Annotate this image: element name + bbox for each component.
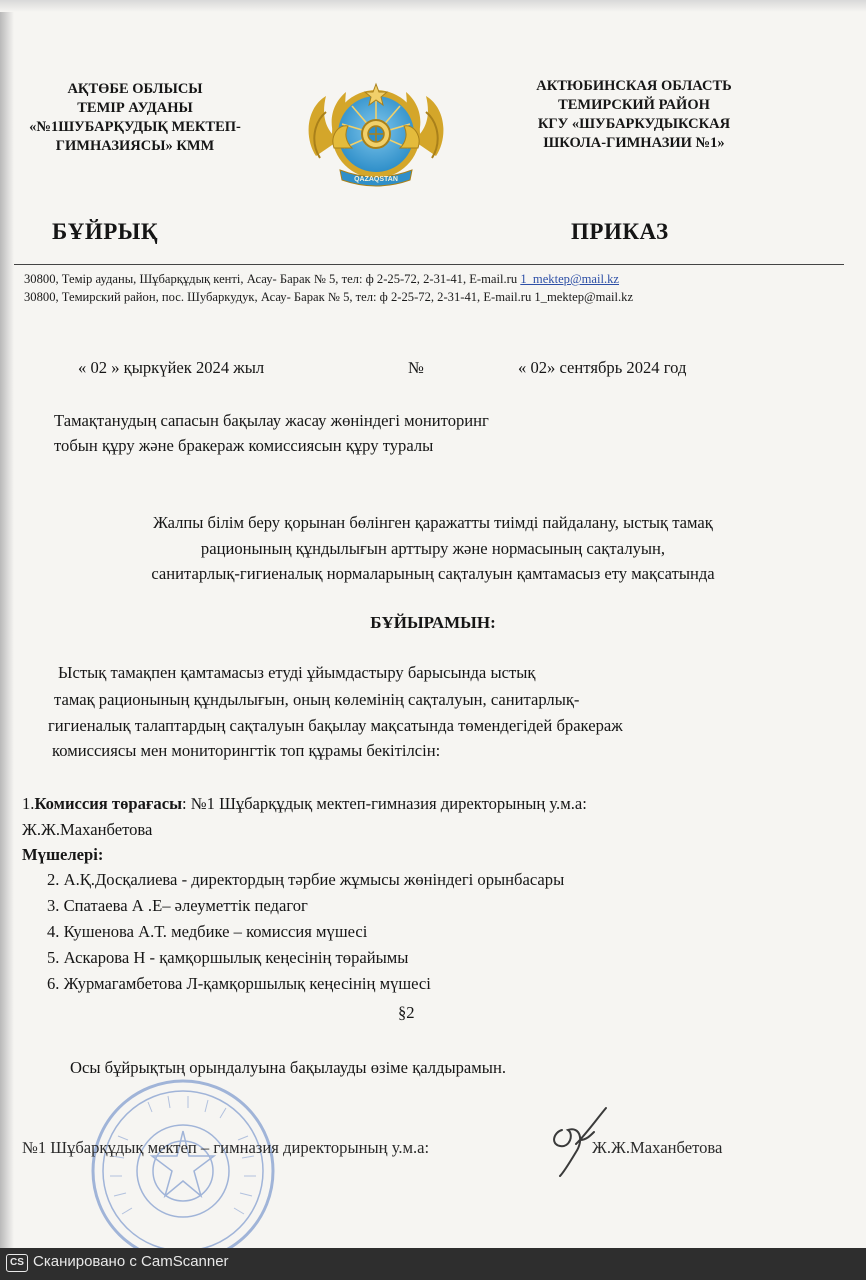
camscanner-caption: Сканировано с CamScanner <box>33 1253 229 1270</box>
camscanner-logo-icon: CS <box>6 1254 28 1272</box>
chair-name: Ж.Ж.Маханбетова <box>22 820 153 839</box>
signature-position: №1 Шұбарқұдық мектеп – гимназия директорының у.м.а: <box>22 1138 430 1157</box>
members-label: Мүшелері: <box>22 845 104 864</box>
address-kazakh-text: 30800, Темір ауданы, Шұбарқұдық кенті, Асау- Барак № 5, тел: ф 2-25-72, 2-31-41, E-mail.ru <box>24 272 521 286</box>
header-russian-line: ТЕМИРСКИЙ РАЙОН <box>558 97 710 113</box>
state-emblem-icon <box>296 78 456 194</box>
preamble-line: рационының құндылығын арттыру және нормасының сақталуын, <box>200 539 666 558</box>
emblem-banner-text: QAZAQSTAN <box>354 176 398 183</box>
preamble-line: санитарлық-гигиеналық нормаларының сақталуын қамтамасыз ету мақсатында <box>151 564 715 583</box>
order-text-line: гигиеналық талаптардың сақталуын бақылау мақсатында төмендегідей бракераж <box>48 716 623 735</box>
chair-label: Комиссия төрағасы <box>34 794 183 813</box>
round-stamp-icon <box>88 1076 278 1266</box>
member-item: 2. А.Қ.Досқалиева - директордың тәрбие жұмысы жөніндегі орынбасары <box>47 870 565 889</box>
preamble-line: Жалпы білім беру қорынан бөлінген қаражатты тиімді пайдалану, ыстық тамақ <box>153 513 713 532</box>
chair-number: 1. <box>22 794 35 813</box>
control-clause: Осы бұйрықтың орындалуына бақылауды өзіме қалдырамын. <box>70 1058 506 1077</box>
member-item: 3. Спатаева А .Е– әлеуметтік педагог <box>47 896 308 915</box>
address-kazakh <box>24 272 619 287</box>
header-kazakh <box>4 80 266 156</box>
member-item: 4. Кушенова А.Т. медбике – комиссия мүшесі <box>47 922 368 941</box>
member-item: 6. Журмагамбетова Л-қамқоршылық кеңесінің мүшесі <box>47 974 431 993</box>
order-text-line: тамақ рационының құндылығын, оның көлемінің сақталуын, санитарлық- <box>54 690 580 709</box>
camscanner-footer <box>0 1248 866 1280</box>
header-kazakh-line: ГИМНАЗИЯСЫ» КММ <box>55 138 215 154</box>
order-text-line: Ыстық тамақпен қамтамасыз етуді ұйымдастыру барысында ыстық <box>58 663 536 682</box>
member-item: 5. Аскарова Н - қамқоршылық кеңесінің төрайымы <box>47 948 409 967</box>
header-russian-line: АКТЮБИНСКАЯ ОБЛАСТЬ <box>536 78 732 94</box>
signature-name: Ж.Ж.Маханбетова <box>592 1138 723 1157</box>
order-heading: БҰЙЫРАМЫН: <box>370 613 496 632</box>
header-kazakh-line: АҚТӨБЕ ОБЛЫСЫ <box>67 81 203 97</box>
chair-line <box>22 794 587 814</box>
header-divider <box>14 264 844 265</box>
subject-line: тобын құру және бракераж комиссиясын құру туралы <box>54 436 434 455</box>
date-russian: « 02» сентябрь 2024 год <box>518 358 687 377</box>
header-kazakh-line: «№1ШУБАРҚУДЫҚ МЕКТЕП- <box>29 119 241 135</box>
address-russian: 30800, Темирский район, пос. Шубаркудук, Асау- Барак № 5, тел: ф 2-25-72, 2-31-41, E-mail.ru 1_mektep@mail.kz <box>24 290 634 304</box>
scan-edge-shadow <box>0 0 14 1280</box>
order-number-sign: № <box>408 358 424 377</box>
date-kazakh: « 02 » қыркүйек 2024 жыл <box>78 358 265 377</box>
header-russian <box>500 77 768 153</box>
subject-line: Тамақтанудың сапасын бақылау жасау жөніндегі мониторинг <box>54 411 489 430</box>
email-link[interactable]: 1_mektep@mail.kz <box>520 272 619 286</box>
header-kazakh-line: ТЕМІР АУДАНЫ <box>77 100 193 116</box>
section-mark: §2 <box>398 1003 415 1022</box>
scan-top-shadow <box>0 0 866 12</box>
document-title-kazakh: БҰЙРЫҚ <box>52 219 159 244</box>
chair-text: : №1 Шұбарқұдық мектеп-гимназия директорының у.м.а: <box>182 794 587 813</box>
header-russian-line: ШКОЛА-ГИМНАЗИИ №1» <box>543 135 725 151</box>
document-title-russian: ПРИКАЗ <box>571 219 669 244</box>
order-text-line: комиссиясы мен мониторингтік топ құрамы бекітілсін: <box>52 741 441 760</box>
header-russian-line: КГУ «ШУБАРКУДЫКСКАЯ <box>537 116 731 132</box>
